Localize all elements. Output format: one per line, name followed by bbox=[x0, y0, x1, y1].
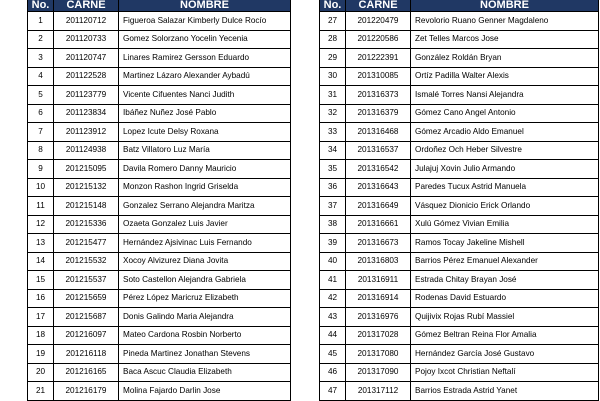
carne-cell: 201220479 bbox=[346, 12, 411, 31]
row-number: 17 bbox=[28, 308, 54, 327]
row-number: 29 bbox=[320, 49, 346, 68]
carne-cell: 201215148 bbox=[54, 197, 119, 216]
table-row bbox=[28, 234, 291, 253]
table-row bbox=[320, 12, 599, 31]
row-number: 39 bbox=[320, 234, 346, 253]
row-number: 5 bbox=[28, 86, 54, 105]
name-cell: Donis Galindo Maria Alejandra bbox=[119, 308, 291, 327]
carne-cell: 201215537 bbox=[54, 271, 119, 290]
carne-cell: 201316542 bbox=[346, 160, 411, 179]
header-carne: CARNE bbox=[54, 0, 119, 12]
carne-cell: 201123834 bbox=[54, 104, 119, 123]
header-no: No. bbox=[320, 0, 346, 12]
name-cell: Zet Telles Marcos Jose bbox=[411, 30, 599, 49]
name-cell: Pineda Martinez Jonathan Stevens bbox=[119, 345, 291, 364]
name-cell: Ortíz Padilla Walter Alexis bbox=[411, 67, 599, 86]
name-cell: Xocoy Alvizurez Diana Jovita bbox=[119, 252, 291, 271]
name-cell: Monzon Rashon Ingrid Griselda bbox=[119, 178, 291, 197]
table-row bbox=[320, 271, 599, 290]
carne-cell: 201215687 bbox=[54, 308, 119, 327]
carne-cell: 201316911 bbox=[346, 271, 411, 290]
row-number: 7 bbox=[28, 123, 54, 142]
table-row bbox=[28, 215, 291, 234]
student-table-left-body bbox=[28, 12, 291, 401]
table-row bbox=[28, 104, 291, 123]
row-number: 14 bbox=[28, 252, 54, 271]
carne-cell: 201120733 bbox=[54, 30, 119, 49]
table-row bbox=[28, 345, 291, 364]
name-cell: Lopez Icute Delsy Roxana bbox=[119, 123, 291, 142]
row-number: 41 bbox=[320, 271, 346, 290]
row-number: 33 bbox=[320, 123, 346, 142]
name-cell: Ibáñez Nuñez José Pablo bbox=[119, 104, 291, 123]
header-no: No. bbox=[28, 0, 54, 12]
row-number: 30 bbox=[320, 67, 346, 86]
name-cell: Pojoy Ixcot Christian Neftalí bbox=[411, 363, 599, 382]
table-row bbox=[28, 123, 291, 142]
table-row bbox=[28, 252, 291, 271]
table-row bbox=[28, 49, 291, 68]
name-cell: Julajuj Xovin Julio Armando bbox=[411, 160, 599, 179]
row-number: 37 bbox=[320, 197, 346, 216]
name-cell: Gómez Arcadio Aldo Emanuel bbox=[411, 123, 599, 142]
carne-cell: 201120712 bbox=[54, 12, 119, 31]
table-row bbox=[28, 12, 291, 31]
name-cell: Ordoñez Och Heber Silvestre bbox=[411, 141, 599, 160]
table-row bbox=[320, 345, 599, 364]
table-row bbox=[28, 67, 291, 86]
carne-cell: 201316649 bbox=[346, 197, 411, 216]
carne-cell: 201316537 bbox=[346, 141, 411, 160]
row-number: 11 bbox=[28, 197, 54, 216]
table-row bbox=[320, 234, 599, 253]
carne-cell: 201317080 bbox=[346, 345, 411, 364]
table-row bbox=[28, 197, 291, 216]
carne-cell: 201216179 bbox=[54, 382, 119, 401]
carne-cell: 201316803 bbox=[346, 252, 411, 271]
table-row bbox=[320, 30, 599, 49]
row-number: 35 bbox=[320, 160, 346, 179]
row-number: 6 bbox=[28, 104, 54, 123]
carne-cell: 201316976 bbox=[346, 308, 411, 327]
header-nombre: NOMBRE bbox=[119, 0, 291, 12]
table-row bbox=[28, 326, 291, 345]
name-cell: Molina Fajardo Darlin Jose bbox=[119, 382, 291, 401]
row-number: 44 bbox=[320, 326, 346, 345]
name-cell: Martinez Lázaro Alexander Aybadú bbox=[119, 67, 291, 86]
carne-cell: 201216165 bbox=[54, 363, 119, 382]
carne-cell: 201316468 bbox=[346, 123, 411, 142]
table-row bbox=[28, 308, 291, 327]
row-number: 10 bbox=[28, 178, 54, 197]
name-cell: Xulú Gómez Vivian Emilia bbox=[411, 215, 599, 234]
table-row bbox=[28, 160, 291, 179]
row-number: 12 bbox=[28, 215, 54, 234]
table-row bbox=[28, 86, 291, 105]
row-number: 38 bbox=[320, 215, 346, 234]
carne-cell: 201122528 bbox=[54, 67, 119, 86]
carne-cell: 201316643 bbox=[346, 178, 411, 197]
table-row bbox=[320, 141, 599, 160]
name-cell: Rodenas David Estuardo bbox=[411, 289, 599, 308]
carne-cell: 201317028 bbox=[346, 326, 411, 345]
table-row bbox=[320, 382, 599, 401]
carne-cell: 201215659 bbox=[54, 289, 119, 308]
name-cell: Davila Romero Danny Mauricio bbox=[119, 160, 291, 179]
table-row bbox=[320, 215, 599, 234]
student-table-left bbox=[27, 0, 291, 401]
table-row bbox=[320, 197, 599, 216]
name-cell: Barrios Estrada Astrid Yanet bbox=[411, 382, 599, 401]
carne-cell: 201222391 bbox=[346, 49, 411, 68]
row-number: 40 bbox=[320, 252, 346, 271]
name-cell: Soto Castellon Alejandra Gabriela bbox=[119, 271, 291, 290]
name-cell: Gómez Cano Angel Antonio bbox=[411, 104, 599, 123]
row-number: 27 bbox=[320, 12, 346, 31]
name-cell: Hernández García José Gustavo bbox=[411, 345, 599, 364]
row-number: 46 bbox=[320, 363, 346, 382]
row-number: 2 bbox=[28, 30, 54, 49]
row-number: 1 bbox=[28, 12, 54, 31]
row-number: 20 bbox=[28, 363, 54, 382]
table-header-row bbox=[28, 0, 291, 12]
table-row bbox=[28, 141, 291, 160]
name-cell: Batz Villatoro Luz María bbox=[119, 141, 291, 160]
row-number: 15 bbox=[28, 271, 54, 290]
student-table-right bbox=[319, 0, 599, 401]
carne-cell: 201123779 bbox=[54, 86, 119, 105]
row-number: 47 bbox=[320, 382, 346, 401]
table-row bbox=[320, 326, 599, 345]
table-row bbox=[28, 271, 291, 290]
carne-cell: 201215336 bbox=[54, 215, 119, 234]
row-number: 43 bbox=[320, 308, 346, 327]
table-row bbox=[320, 104, 599, 123]
row-number: 21 bbox=[28, 382, 54, 401]
carne-cell: 201215132 bbox=[54, 178, 119, 197]
table-row bbox=[320, 363, 599, 382]
carne-cell: 201317112 bbox=[346, 382, 411, 401]
carne-cell: 201216097 bbox=[54, 326, 119, 345]
name-cell: Linares Ramirez Gersson Eduardo bbox=[119, 49, 291, 68]
carne-cell: 201215095 bbox=[54, 160, 119, 179]
carne-cell: 201316379 bbox=[346, 104, 411, 123]
carne-cell: 201220586 bbox=[346, 30, 411, 49]
row-number: 9 bbox=[28, 160, 54, 179]
name-cell: Mateo Cardona Rosbin Norberto bbox=[119, 326, 291, 345]
table-row bbox=[28, 382, 291, 401]
table-row bbox=[320, 49, 599, 68]
student-table-right-body bbox=[320, 12, 599, 401]
name-cell: Pérez López Maricruz Elizabeth bbox=[119, 289, 291, 308]
name-cell: Estrada Chitay Brayan José bbox=[411, 271, 599, 290]
row-number: 4 bbox=[28, 67, 54, 86]
table-row bbox=[28, 178, 291, 197]
name-cell: Paredes Tucux Astrid Manuela bbox=[411, 178, 599, 197]
row-number: 3 bbox=[28, 49, 54, 68]
row-number: 28 bbox=[320, 30, 346, 49]
row-number: 13 bbox=[28, 234, 54, 253]
table-row bbox=[320, 289, 599, 308]
table-row bbox=[320, 178, 599, 197]
row-number: 8 bbox=[28, 141, 54, 160]
table-row bbox=[320, 252, 599, 271]
header-carne: CARNE bbox=[346, 0, 411, 12]
name-cell: Revolorio Ruano Genner Magdaleno bbox=[411, 12, 599, 31]
carne-cell: 201316914 bbox=[346, 289, 411, 308]
table-row bbox=[320, 86, 599, 105]
name-cell: Gómez Beltran Reina Flor Amalia bbox=[411, 326, 599, 345]
row-number: 19 bbox=[28, 345, 54, 364]
carne-cell: 201124938 bbox=[54, 141, 119, 160]
name-cell: Ozaeta Gonzalez Luis Javier bbox=[119, 215, 291, 234]
name-cell: Gomez Solorzano Yocelin Yecenia bbox=[119, 30, 291, 49]
table-row bbox=[320, 123, 599, 142]
carne-cell: 201215532 bbox=[54, 252, 119, 271]
row-number: 18 bbox=[28, 326, 54, 345]
name-cell: Baca Ascuc Claudia Elizabeth bbox=[119, 363, 291, 382]
table-row bbox=[28, 289, 291, 308]
carne-cell: 201316373 bbox=[346, 86, 411, 105]
name-cell: Ramos Tocay Jakeline Mishell bbox=[411, 234, 599, 253]
row-number: 45 bbox=[320, 345, 346, 364]
table-row bbox=[320, 160, 599, 179]
header-nombre: NOMBRE bbox=[411, 0, 599, 12]
carne-cell: 201310085 bbox=[346, 67, 411, 86]
name-cell: Vásquez Dionicio Erick Orlando bbox=[411, 197, 599, 216]
table-header-row bbox=[320, 0, 599, 12]
carne-cell: 201120747 bbox=[54, 49, 119, 68]
row-number: 42 bbox=[320, 289, 346, 308]
name-cell: Quijivix Rojas Rubí Massiel bbox=[411, 308, 599, 327]
name-cell: Figueroa Salazar Kimberly Dulce Rocío bbox=[119, 12, 291, 31]
name-cell: Ismalé Torres Nansi Alejandra bbox=[411, 86, 599, 105]
row-number: 36 bbox=[320, 178, 346, 197]
table-row bbox=[28, 30, 291, 49]
row-number: 32 bbox=[320, 104, 346, 123]
name-cell: Vicente Cifuentes Nanci Judith bbox=[119, 86, 291, 105]
carne-cell: 201215477 bbox=[54, 234, 119, 253]
carne-cell: 201123912 bbox=[54, 123, 119, 142]
name-cell: González Roldán Bryan bbox=[411, 49, 599, 68]
carne-cell: 201216118 bbox=[54, 345, 119, 364]
table-row bbox=[320, 308, 599, 327]
carne-cell: 201317090 bbox=[346, 363, 411, 382]
name-cell: Barrios Pérez Emanuel Alexander bbox=[411, 252, 599, 271]
name-cell: Gonzalez Serrano Alejandra Maritza bbox=[119, 197, 291, 216]
row-number: 16 bbox=[28, 289, 54, 308]
name-cell: Hernández Ajsivinac Luis Fernando bbox=[119, 234, 291, 253]
row-number: 31 bbox=[320, 86, 346, 105]
table-row bbox=[28, 363, 291, 382]
carne-cell: 201316661 bbox=[346, 215, 411, 234]
carne-cell: 201316673 bbox=[346, 234, 411, 253]
row-number: 34 bbox=[320, 141, 346, 160]
table-row bbox=[320, 67, 599, 86]
